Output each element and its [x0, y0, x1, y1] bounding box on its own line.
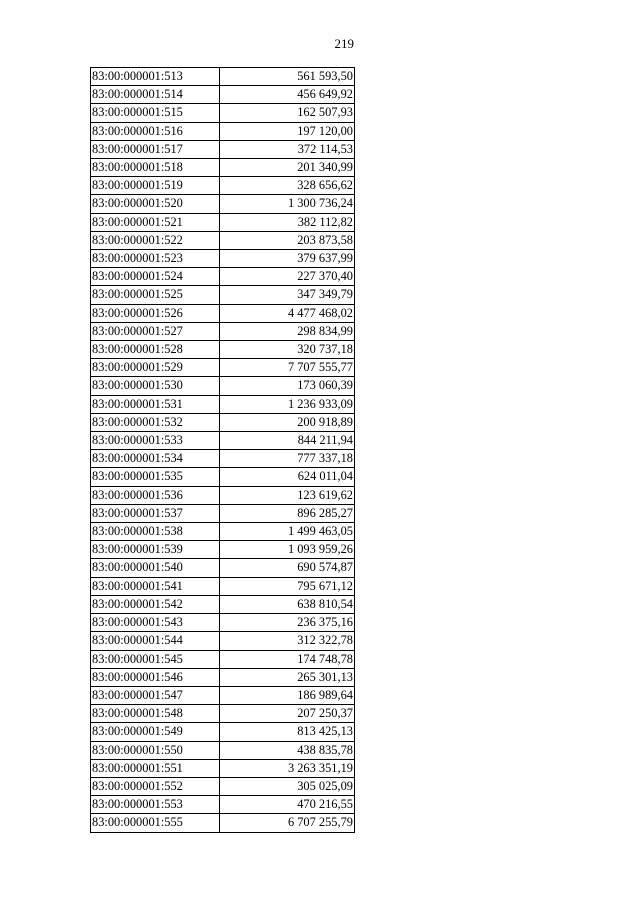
page-number: 219 [334, 36, 354, 51]
cadastral-number-cell: 83:00:000001:532 [91, 413, 220, 431]
cadastral-number-cell: 83:00:000001:553 [91, 796, 220, 814]
table-row [91, 796, 355, 814]
value-cell: 236 375,16 [220, 614, 355, 632]
value-cell: 162 507,93 [220, 104, 355, 122]
value-cell: 197 120,00 [220, 122, 355, 140]
cadastral-number-cell: 83:00:000001:529 [91, 359, 220, 377]
cadastral-number-cell: 83:00:000001:519 [91, 177, 220, 195]
table-row [91, 541, 355, 559]
cadastral-number-cell: 83:00:000001:513 [91, 68, 220, 86]
table-row [91, 523, 355, 541]
cadastral-number-cell: 83:00:000001:549 [91, 723, 220, 741]
cadastral-number-cell: 83:00:000001:528 [91, 341, 220, 359]
table-row [91, 359, 355, 377]
table-row [91, 86, 355, 104]
value-cell: 312 322,78 [220, 632, 355, 650]
table-row [91, 741, 355, 759]
cadastral-number-cell: 83:00:000001:542 [91, 595, 220, 613]
value-cell: 7 707 555,77 [220, 359, 355, 377]
cadastral-number-cell: 83:00:000001:536 [91, 486, 220, 504]
value-cell: 382 112,82 [220, 213, 355, 231]
cadastral-number-cell: 83:00:000001:550 [91, 741, 220, 759]
cadastral-number-cell: 83:00:000001:523 [91, 250, 220, 268]
value-cell: 1 499 463,05 [220, 523, 355, 541]
cadastral-number-cell: 83:00:000001:548 [91, 705, 220, 723]
table-row [91, 668, 355, 686]
cadastral-number-cell: 83:00:000001:515 [91, 104, 220, 122]
table-row [91, 686, 355, 704]
cadastral-number-cell: 83:00:000001:530 [91, 377, 220, 395]
value-cell: 470 216,55 [220, 796, 355, 814]
value-cell: 186 989,64 [220, 686, 355, 704]
cadastral-number-cell: 83:00:000001:552 [91, 777, 220, 795]
value-cell: 438 835,78 [220, 741, 355, 759]
cadastral-number-cell: 83:00:000001:525 [91, 286, 220, 304]
cadastral-number-cell: 83:00:000001:538 [91, 523, 220, 541]
cadastral-number-cell: 83:00:000001:526 [91, 304, 220, 322]
table-row [91, 577, 355, 595]
cadastral-number-cell: 83:00:000001:544 [91, 632, 220, 650]
cadastral-number-cell: 83:00:000001:543 [91, 614, 220, 632]
table-row [91, 159, 355, 177]
table-row [91, 231, 355, 249]
cadastral-number-cell: 83:00:000001:540 [91, 559, 220, 577]
table-row [91, 759, 355, 777]
value-cell: 6 707 255,79 [220, 814, 355, 832]
value-cell: 4 477 468,02 [220, 304, 355, 322]
table-row [91, 377, 355, 395]
table-row [91, 559, 355, 577]
table-row [91, 486, 355, 504]
value-cell: 690 574,87 [220, 559, 355, 577]
cadastral-number-cell: 83:00:000001:521 [91, 213, 220, 231]
table-row [91, 413, 355, 431]
cadastral-value-table [90, 67, 355, 833]
cadastral-number-cell: 83:00:000001:520 [91, 195, 220, 213]
value-cell: 777 337,18 [220, 450, 355, 468]
cadastral-number-cell: 83:00:000001:555 [91, 814, 220, 832]
cadastral-number-cell: 83:00:000001:522 [91, 231, 220, 249]
table-row [91, 595, 355, 613]
value-cell: 320 737,18 [220, 341, 355, 359]
table-row [91, 341, 355, 359]
cadastral-number-cell: 83:00:000001:541 [91, 577, 220, 595]
cadastral-number-cell: 83:00:000001:539 [91, 541, 220, 559]
table-row [91, 213, 355, 231]
table-row [91, 195, 355, 213]
value-cell: 1 093 959,26 [220, 541, 355, 559]
table-row [91, 250, 355, 268]
value-cell: 173 060,39 [220, 377, 355, 395]
table-row [91, 304, 355, 322]
value-cell: 265 301,13 [220, 668, 355, 686]
value-cell: 795 671,12 [220, 577, 355, 595]
value-cell: 298 834,99 [220, 322, 355, 340]
table-row [91, 705, 355, 723]
value-cell: 372 114,53 [220, 140, 355, 158]
value-cell: 1 236 933,09 [220, 395, 355, 413]
cadastral-number-cell: 83:00:000001:514 [91, 86, 220, 104]
value-cell: 379 637,99 [220, 250, 355, 268]
table-row [91, 432, 355, 450]
table-row [91, 504, 355, 522]
cadastral-number-cell: 83:00:000001:517 [91, 140, 220, 158]
cadastral-number-cell: 83:00:000001:535 [91, 468, 220, 486]
table-row [91, 632, 355, 650]
value-cell: 203 873,58 [220, 231, 355, 249]
value-cell: 638 810,54 [220, 595, 355, 613]
value-cell: 123 619,62 [220, 486, 355, 504]
value-cell: 328 656,62 [220, 177, 355, 195]
table-row [91, 68, 355, 86]
table-row [91, 468, 355, 486]
cadastral-number-cell: 83:00:000001:547 [91, 686, 220, 704]
table-row [91, 104, 355, 122]
cadastral-number-cell: 83:00:000001:537 [91, 504, 220, 522]
table-row [91, 322, 355, 340]
cadastral-number-cell: 83:00:000001:534 [91, 450, 220, 468]
cadastral-number-cell: 83:00:000001:531 [91, 395, 220, 413]
table-row [91, 268, 355, 286]
table-row [91, 450, 355, 468]
value-cell: 813 425,13 [220, 723, 355, 741]
value-cell: 456 649,92 [220, 86, 355, 104]
table-row [91, 723, 355, 741]
value-cell: 207 250,37 [220, 705, 355, 723]
cadastral-number-cell: 83:00:000001:518 [91, 159, 220, 177]
cadastral-number-cell: 83:00:000001:545 [91, 650, 220, 668]
cadastral-number-cell: 83:00:000001:546 [91, 668, 220, 686]
cadastral-number-cell: 83:00:000001:527 [91, 322, 220, 340]
value-cell: 3 263 351,19 [220, 759, 355, 777]
cadastral-number-cell: 83:00:000001:524 [91, 268, 220, 286]
value-cell: 624 011,04 [220, 468, 355, 486]
value-cell: 227 370,40 [220, 268, 355, 286]
cadastral-number-cell: 83:00:000001:516 [91, 122, 220, 140]
table-row [91, 177, 355, 195]
cadastral-number-cell: 83:00:000001:533 [91, 432, 220, 450]
table-row [91, 140, 355, 158]
value-cell: 200 918,89 [220, 413, 355, 431]
value-cell: 201 340,99 [220, 159, 355, 177]
table-row [91, 286, 355, 304]
value-cell: 1 300 736,24 [220, 195, 355, 213]
table-row [91, 122, 355, 140]
value-cell: 174 748,78 [220, 650, 355, 668]
value-cell: 305 025,09 [220, 777, 355, 795]
table-row [91, 395, 355, 413]
table-body [91, 68, 355, 833]
table-row [91, 814, 355, 832]
value-cell: 561 593,50 [220, 68, 355, 86]
table-row [91, 614, 355, 632]
value-cell: 844 211,94 [220, 432, 355, 450]
cadastral-number-cell: 83:00:000001:551 [91, 759, 220, 777]
table-row [91, 777, 355, 795]
value-cell: 347 349,79 [220, 286, 355, 304]
table-row [91, 650, 355, 668]
value-cell: 896 285,27 [220, 504, 355, 522]
